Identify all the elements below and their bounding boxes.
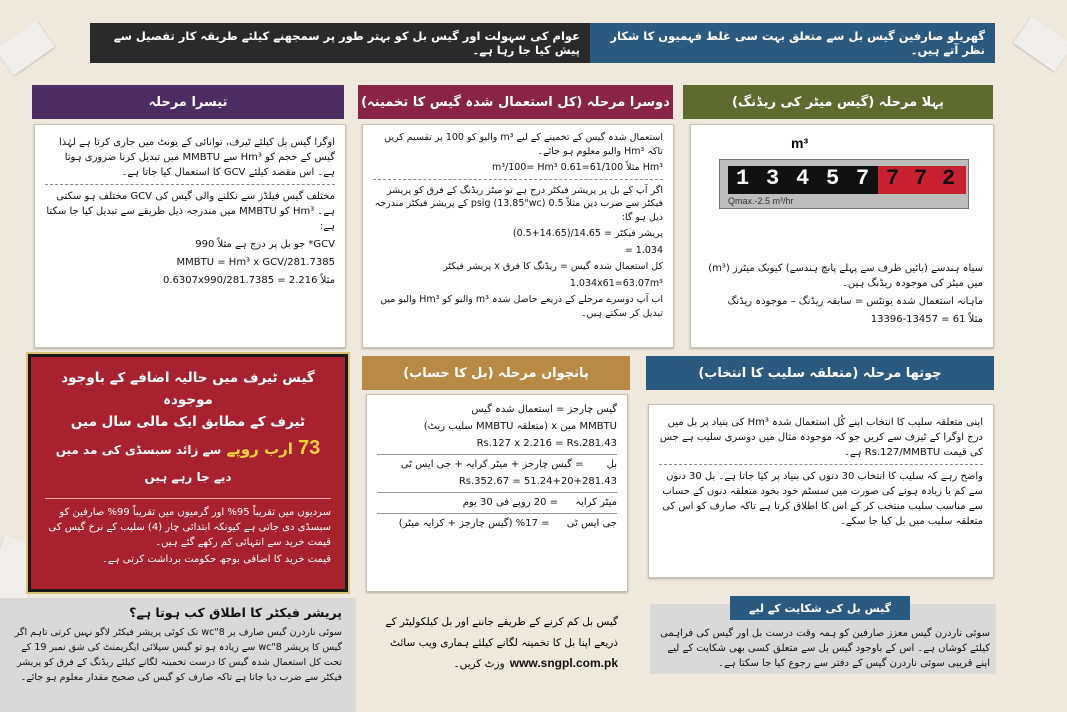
- divider: [45, 184, 335, 185]
- complaint-body: سوئی ناردرن گیس معزز صارفین کو ہمہ وقت درست بل اور گیس کی فراہمی کیلئے کوشاں ہے۔ اس کے باوجود گیس بل سے متعلق کسی بھی شکایت کے لیے اپنے قریبی سوئی ناردرن گیس کے دفتر سے رجوع کیا جا سکتا ہے۔: [660, 628, 990, 669]
- step3-body: [35, 125, 345, 301]
- meter-qmax: Qmax.-2.5 m³/hr: [728, 196, 794, 206]
- step5-l7a: جی ایس ٹی: [566, 518, 617, 529]
- step5-row-rent: [377, 496, 617, 514]
- step2-f3: 1.034 =: [624, 244, 663, 256]
- divider: [373, 179, 663, 180]
- step5-l7b: = 17% (گیس چارجز + کرایہ میٹر): [398, 518, 550, 529]
- subsidy-unit: ارب روپے: [226, 440, 293, 458]
- divider: [659, 464, 983, 465]
- step2-body: [363, 125, 673, 329]
- step2-card: [362, 124, 674, 348]
- step4-body: [649, 405, 993, 542]
- meter-unit: m³: [791, 135, 809, 151]
- meter-digit: 7: [914, 166, 928, 191]
- subsidy-p2: قیمت خرید کا اضافی بوجھ حکومت برداشت کرتی ہے۔: [102, 554, 331, 565]
- step3-p2: مختلف گیس فیلڈز سے نکلنے والی گیس کی GCV مختلف ہو سکتی ہے۔ Hm³ کو MMBTU میں مندرجہ ذیل طریقے سے تبدیل کیا جا سکتا ہے:: [46, 191, 335, 232]
- step2-p2: اگر آپ کے بل پر پریشر فیکٹر درج ہے تو میٹر ریڈنگ کے فرق کو پریشر فیکٹر سے ضرب دیں مثلاً 0.5 psig (13.85"wc) کے پریشر فیکٹر مندرجہ ذیل ہو گا:: [374, 184, 663, 223]
- step1-body: [691, 253, 993, 338]
- step3-f1: MMBTU = Hm³ x GCV/281.7385: [176, 257, 335, 268]
- subsidy-amount: 73: [298, 437, 321, 459]
- subsidy-line1: گیس ٹیرف میں حالیہ اضافے کے باوجود موجودہ: [61, 370, 315, 408]
- step1-header: پہلا مرحلہ (گیس میٹر کی ریڈنگ): [683, 85, 993, 119]
- step5-l5: 51.24+20+281.43 = Rs.352.67: [377, 475, 617, 493]
- step2-p1: استعمال شدہ گیس کے تخمینے کے لیے m³ والیو کو 100 پر تقسیم کریں تاکہ Hm³ والیو معلوم ہو جائے۔: [384, 132, 663, 157]
- pf-title: پریشر فیکٹر کا اطلاق کب ہوتا ہے؟: [129, 605, 342, 620]
- step5-l2: MMBTU میں x (متعلقہ MMBTU سلیب ریٹ): [423, 421, 617, 432]
- website-url[interactable]: www.sngpl.com.pk: [509, 656, 618, 670]
- website-p1: گیس بل کم کرنے کے طریقے جاننے اور بل کیلکولیٹر کے ذریعے اپنا بل کا تخمینہ لگانے کیلئے ہماری ویب سائٹ: [385, 616, 618, 649]
- step4-p2: واضح رہے کہ سلیب کا انتخاب 30 دنوں کی بنیاد پر کیا جاتا ہے۔ بل 30 دنوں سے کم یا زیادہ ہونے کی صورت میں سسٹم خود بخود متعلقہ دنوں کے حساب سے مناسب سلیب منتخب کر کے اس کا اطلاق کرتا ہے تاکہ صارف کو اس کی متعلقہ سلیب میں بل کیا جا سکے۔: [662, 471, 983, 527]
- step3-f2: مثلاً 0.6307x990/281.7385 = 2.216: [163, 275, 335, 286]
- step1-p2: ماہانہ استعمال شدہ یونٹس = سابقہ ریڈنگ – موجودہ ریڈنگ: [727, 296, 983, 307]
- subsidy-amount-row: [45, 435, 331, 490]
- gas-meter-display: [719, 159, 969, 209]
- subsidy-line2: ٹیرف کے مطابق ایک مالی سال میں: [70, 414, 306, 430]
- subsidy-content: [31, 357, 345, 577]
- subsidy-line3: سے زائد سبسڈی کی مد میں دیے جا رہے ہیں: [55, 443, 232, 484]
- step2-p3: کل استعمال شدہ گیس = ریڈنگ کا فرق x پریشر فیکٹر: [443, 261, 663, 272]
- meter-digit: 7: [886, 166, 900, 191]
- step2-p4: اب آپ دوسرے مرحلے کے ذریعے حاصل شدہ m³ والیو کو Hm³ والیو میں تبدیل کر سکتے ہیں۔: [380, 294, 663, 319]
- step1-p1: سیاہ ہندسے (بائیں طرف سے پہلے پانچ ہندسے) کیوبک میٹرز (m³) میں میٹر کی موجودہ ریڈنگ ہیں۔: [708, 263, 983, 289]
- step1-card: [690, 124, 994, 348]
- corner-tape-top-left: [0, 21, 55, 76]
- website-section: [370, 604, 626, 704]
- pressure-factor-section: [0, 598, 356, 712]
- meter-digit: 4: [796, 166, 810, 191]
- subsidy-box: [28, 354, 348, 592]
- pf-content: [0, 598, 356, 691]
- step5-l1: گیس چارجز = استعمال شدہ گیس: [471, 404, 617, 415]
- meter-digit: 1: [736, 166, 750, 191]
- step5-body: [367, 395, 627, 542]
- step4-p1: اپنی متعلقہ سلیب کا انتخاب اپنے کُل استعمال شدہ Hm³ کی بنیاد پر بل میں درج اوگرا کے ٹیرف سے کریں جو کہ موجودہ مثال میں دوسری سلیب ہے جس کی قیمت Rs.127/MMBTU ہے۔: [659, 417, 983, 458]
- step5-header: پانچواں مرحلہ (بل کا حساب): [362, 356, 630, 390]
- banner-left: عوام کی سہولت اور گیس بل کو بہتر طور پر سمجھنے کیلئے طریقہ کار تفصیل سے پیش کیا جا رہا ہے۔: [90, 23, 590, 63]
- step2-f4: 1.034x61=63.07m³: [569, 277, 663, 289]
- step2-f1: Hm³ مثلاً 61/100=0.61 m³/100= Hm³: [491, 162, 663, 173]
- step5-l6a: میٹر کرایہ: [575, 497, 617, 508]
- step5-row-gst: [377, 517, 617, 531]
- meter-digit: 7: [856, 166, 870, 191]
- step5-l6b: = 20 روپے فی 30 یوم: [462, 497, 559, 508]
- meter-digit: 2: [942, 166, 956, 191]
- step3-card: [34, 124, 346, 348]
- step5-row-bill: [377, 458, 617, 472]
- meter-digit: 3: [766, 166, 780, 191]
- step5-l4a: بل: [606, 459, 617, 470]
- step5-l4b: = گیس چارجز + میٹر کرایہ + جی ایس ٹی: [400, 459, 584, 470]
- step2-f2: پریشر فیکٹر = 14.65/(14.65+0.5): [512, 228, 663, 239]
- step3-p3: GCV* جو بل پر درج ہے مثلاً 990: [195, 239, 335, 250]
- step5-l3: Rs.127 x 2.216 = Rs.281.43: [377, 437, 617, 455]
- banner-right: گھریلو صارفین گیس بل سے متعلق بہت سی غلط فہمیوں کا شکار نظر آتے ہیں۔: [590, 23, 995, 63]
- complaint-header: گیس بل کی شکایت کے لیے: [730, 596, 910, 620]
- step3-header: تیسرا مرحلہ: [32, 85, 344, 119]
- website-p2: وزٹ کریں۔: [453, 658, 505, 670]
- step4-card: [648, 404, 994, 578]
- subsidy-divider: [45, 498, 331, 499]
- top-banner: [60, 18, 1060, 68]
- subsidy-p1: سردیوں میں تقریباً 95% اور گرمیوں میں تقریباً 99% صارفین کو سبسڈی دی جاتی ہے کیونکہ ابتدائی چار (4) سلیب کے نرخ گیس کی قیمت خرید سے انتہائی کم رکھے گئے ہیں۔: [48, 507, 331, 548]
- step2-header: دوسرا مرحلہ (کل استعمال شدہ گیس کا تخمینہ): [358, 85, 673, 119]
- pf-p1: سوئی ناردرن گیس صارف پر 8"wc تک کوئی پریشر فیکٹر لاگو نہیں کرتی تاہم اگر گیس کا پریشر 8"wc سے زیادہ ہو تو گیس سپلائی ایگریمنٹ کی شق نمبر 19 کے تحت کل استعمال شدہ گیس کا درست تخمینہ لگانے کیلئے ریڈنگ کے فرق کو پریشر فیکٹر سے ضرب دیا جاتا ہے تاکہ صارف کو گیس کی صحیح مقدار معلوم ہو جائے۔: [14, 627, 342, 683]
- step3-p1: اوگرا گیس بل کیلئے ٹیرف، توانائی کے یونٹ میں جاری کرتا ہے لہٰذا گیس کے حجم کو Hm³ سے MMBTU میں تبدیل کرنا ضروری ہوتا ہے۔ اس مقصد کیلئے GCV کا استعمال کیا جاتا ہے۔: [58, 137, 335, 178]
- meter-digit: 5: [826, 166, 840, 191]
- step1-p3: مثلاً 61 = 13457-13396: [870, 314, 983, 325]
- step4-header: چوتھا مرحلہ (متعلقہ سلیب کا انتخاب): [646, 356, 994, 390]
- step5-card: [366, 394, 628, 592]
